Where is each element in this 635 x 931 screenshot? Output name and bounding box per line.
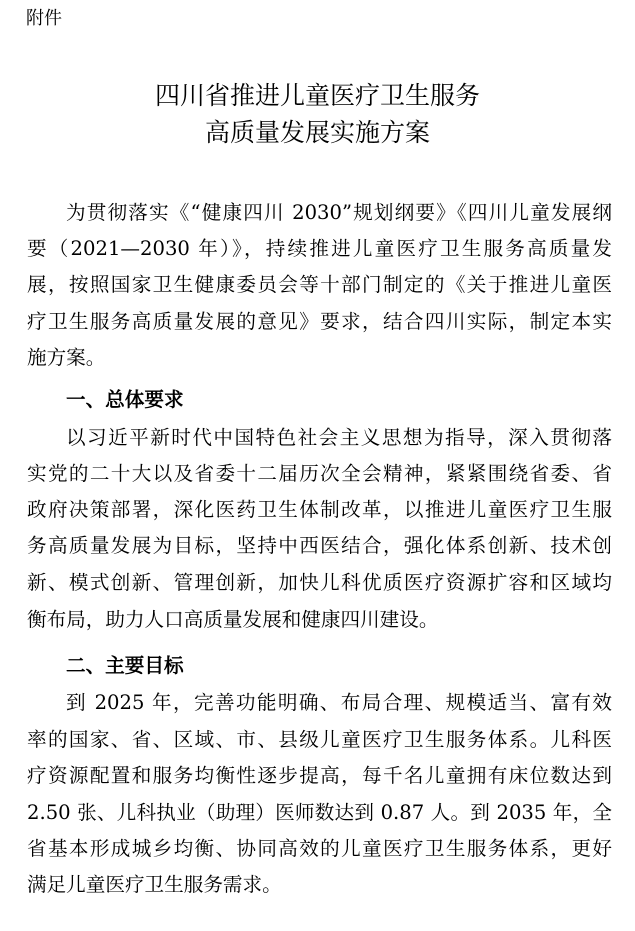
document-title-line-1: 四川省推进儿童医疗卫生服务 bbox=[154, 81, 480, 110]
section-1-line-5: 新、模式创新、管理创新，加快儿科优质医疗资源扩容和区域均 bbox=[27, 571, 612, 594]
document-title-line-2: 高质量发展实施方案 bbox=[204, 118, 430, 147]
intro-line-4: 疗卫生服务高质量发展的意见》要求，结合四川实际，制定本实 bbox=[27, 310, 612, 333]
section-2-heading: 二、主要目标 bbox=[66, 654, 184, 677]
section-2-line-4: 2.50 张、儿科执业（助理）医师数达到 0.87 人。到 2035 年，全 bbox=[27, 801, 612, 824]
intro-line-2: 要（2021—2030 年）》，持续推进儿童医疗卫生服务高质量发 bbox=[27, 237, 612, 260]
section-2-line-3: 疗资源配置和服务均衡性逐步提高，每千名儿童拥有床位数达到 bbox=[27, 764, 612, 787]
intro-line-1: 为贯彻落实《“健康四川 2030”规划纲要》《四川儿童发展纲 bbox=[66, 201, 612, 224]
attachment-label: 附件 bbox=[26, 8, 62, 29]
section-2-line-6: 满足儿童医疗卫生服务需求。 bbox=[27, 873, 282, 896]
section-2-line-1: 到 2025 年，完善功能明确、布局合理、规模适当、富有效 bbox=[66, 691, 612, 714]
section-1-line-6: 衡布局，助力人口高质量发展和健康四川建设。 bbox=[27, 608, 439, 631]
section-1-line-4: 务高质量发展为目标，坚持中西医结合，强化体系创新、技术创 bbox=[27, 534, 612, 557]
section-1-heading: 一、总体要求 bbox=[66, 388, 184, 411]
section-1-line-1: 以习近平新时代中国特色社会主义思想为指导，深入贯彻落 bbox=[66, 426, 612, 449]
section-2-line-2: 率的国家、省、区域、市、县级儿童医疗卫生服务体系。儿科医 bbox=[27, 728, 612, 751]
section-1-line-2: 实党的二十大以及省委十二届历次全会精神，紧紧围绕省委、省 bbox=[27, 462, 612, 485]
section-1-line-3: 政府决策部署，深化医药卫生体制改革，以推进儿童医疗卫生服 bbox=[27, 498, 612, 521]
intro-line-3: 展，按照国家卫生健康委员会等十部门制定的《关于推进儿童医 bbox=[27, 273, 612, 296]
section-2-line-5: 省基本形成城乡均衡、协同高效的儿童医疗卫生服务体系，更好 bbox=[27, 837, 612, 860]
intro-line-5: 施方案。 bbox=[27, 346, 106, 369]
